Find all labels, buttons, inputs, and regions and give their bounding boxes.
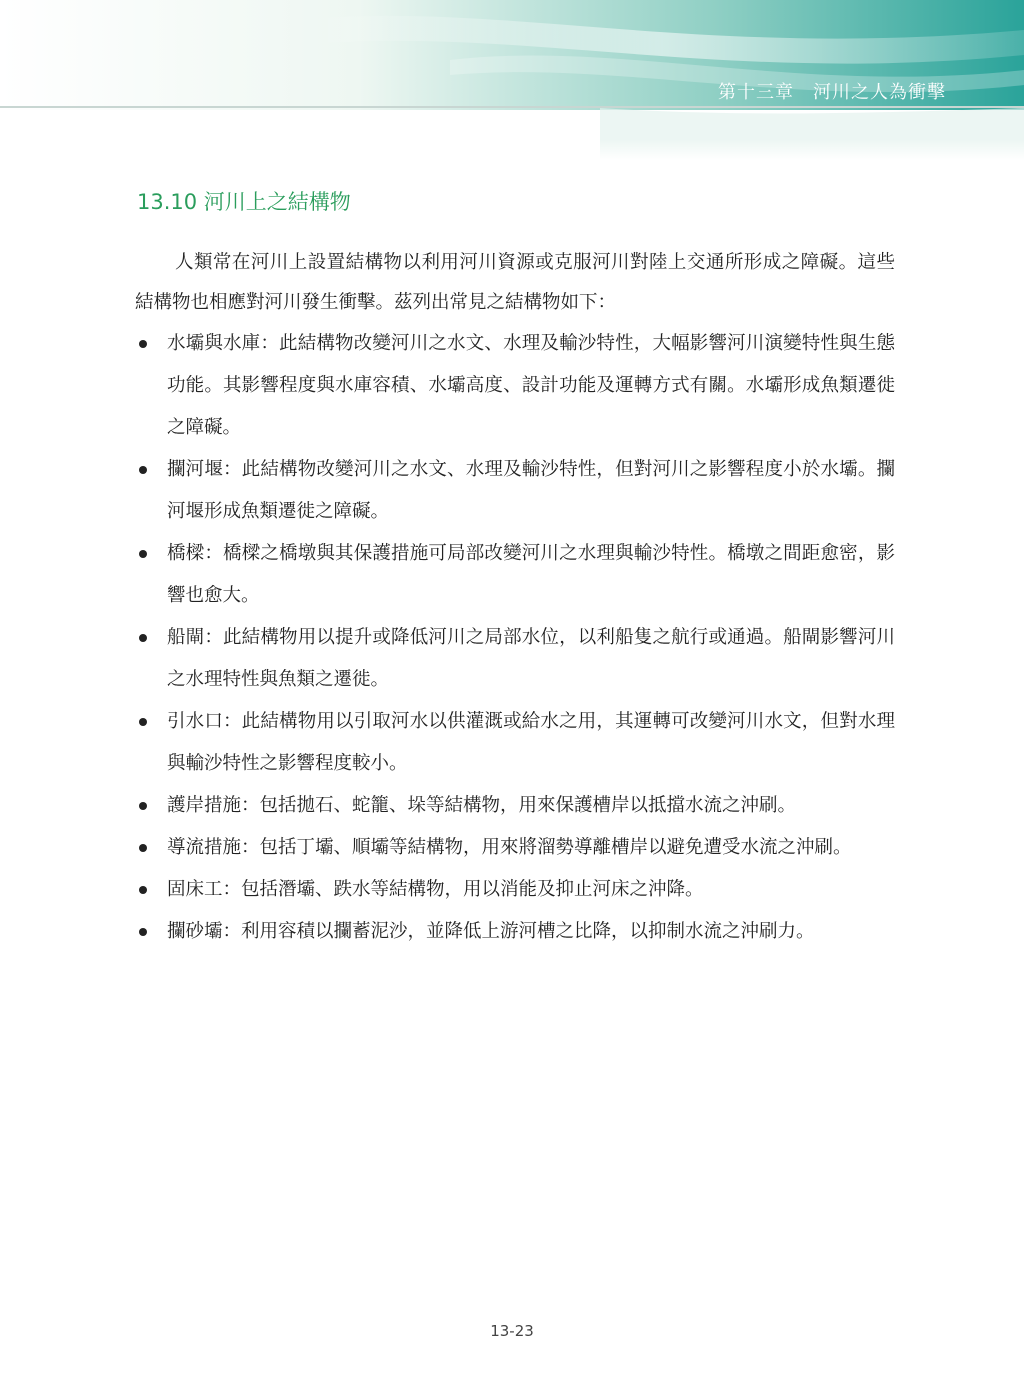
bullet-icon xyxy=(139,550,147,558)
section-heading: 13.10 河川上之結構物 xyxy=(137,190,351,214)
list-item-text: 船閘：此結構物用以提升或降低河川之局部水位，以利船隻之航行或通過。船閘影響河川之水理特性與魚類之遷徙。 xyxy=(167,627,895,690)
list-item-text: 導流措施：包括丁壩、順壩等結構物，用來將溜勢導離槽岸以避免遭受水流之沖刷。 xyxy=(167,837,852,858)
list-item-text: 攔砂壩：利用容積以攔蓄泥沙，並降低上游河槽之比降，以抑制水流之沖刷力。 xyxy=(167,921,815,942)
page-number: 13-23 xyxy=(490,1322,534,1340)
list-item-text: 引水口：此結構物用以引取河水以供灌溉或給水之用，其運轉可改變河川水文，但對水理與輸沙特性之影響程度較小。 xyxy=(167,711,895,774)
list-item-text: 橋樑：橋樑之橋墩與其保護措施可局部改變河川之水理與輸沙特性。橋墩之間距愈密，影響也愈大。 xyxy=(167,543,895,606)
bullet-icon xyxy=(139,802,147,810)
intro-paragraph: 人類常在河川上設置結構物以利用河川資源或克服河川對陸上交通所形成之障礙。這些結構物也相應對河川發生衝擊。茲列出常見之結構物如下： xyxy=(135,252,895,313)
list-item-flow-guidance xyxy=(135,827,895,869)
bullet-icon xyxy=(139,844,147,852)
list-item-bridge xyxy=(135,533,895,617)
header-banner xyxy=(0,0,1024,160)
list-item-lock xyxy=(135,617,895,701)
list-item-intake xyxy=(135,701,895,785)
list-item-text: 攔河堰：此結構物改變河川之水文、水理及輸沙特性，但對河川之影響程度小於水壩。攔河堰形成魚類遷徙之障礙。 xyxy=(167,459,895,522)
list-item-text: 護岸措施：包括拋石、蛇籠、垛等結構物，用來保護槽岸以抵擋水流之沖刷。 xyxy=(167,795,797,816)
chapter-title: 第十三章 河川之人為衝擊 xyxy=(718,82,946,103)
bullet-icon xyxy=(139,886,147,894)
bullet-icon xyxy=(139,466,147,474)
list-item-text: 水壩與水庫：此結構物改變河川之水文、水理及輸沙特性，大幅影響河川演變特性與生態功能。其影響程度與水庫容積、水壩高度、設計功能及運轉方式有關。水壩形成魚類遷徙之障礙。 xyxy=(167,333,895,438)
structure-list xyxy=(135,323,895,953)
list-item-bank-protection xyxy=(135,785,895,827)
list-item-check-dam xyxy=(135,911,895,953)
list-item-weir xyxy=(135,449,895,533)
list-item-text: 固床工：包括潛壩、跌水等結構物，用以消能及抑止河床之沖降。 xyxy=(167,879,704,900)
list-item-bed-stabilization xyxy=(135,869,895,911)
bullet-icon xyxy=(139,718,147,726)
bullet-icon xyxy=(139,340,147,348)
bullet-icon xyxy=(139,928,147,936)
list-item-dam-reservoir xyxy=(135,323,895,449)
bullet-icon xyxy=(139,634,147,642)
